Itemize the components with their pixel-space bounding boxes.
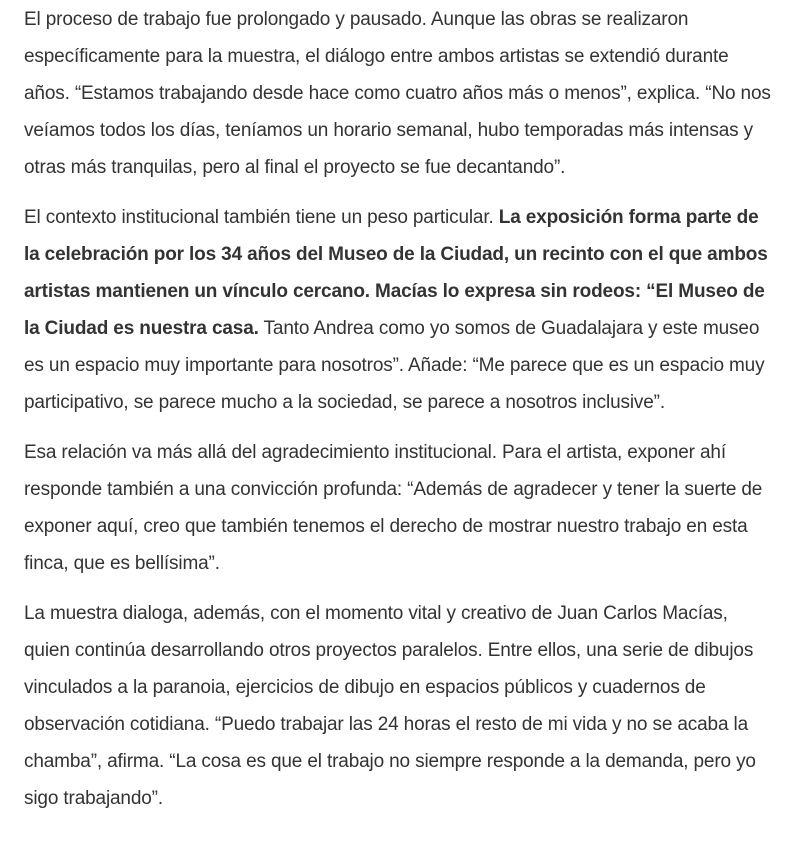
paragraph-text: El proceso de trabajo fue prolongado y pausado. Aunque las obras se realizaron específicamente para la muestra, el diálogo entre ambos artistas se extendió durante años. “Estamos trabajando desde hace como cuatro años más o menos”, explica. “No nos veíamos todos los días, teníamos un horario semanal, hubo temporadas más intensas y otras más tranquilas, pero al final el proyecto se fue decantando”. [24,9,771,178]
paragraph-text: Tanto Andrea como yo somos de Guadalajara y este museo es un espacio muy importante para nosotros”. Añade: “Me parece que es un espacio muy participativo, se parece mucho a la sociedad, se parece a nosotros inclusive”. [24,318,765,413]
paragraph-text-bold: La exposición forma parte de la celebración por los 34 años del Museo de la Ciudad, un recinto con el que ambos artistas mantienen un vínculo cercano. Macías lo expresa sin rodeos: “El Museo de la Ciudad es nuestra casa. [24,207,768,339]
paragraph-text: Esa relación va más allá del agradecimiento institucional. Para el artista, exponer ahí responde también a una convicción profunda: “Además de agradecer y tener la suerte de exponer aquí, creo que también tenemos el derecho de mostrar nuestro trabajo en esta finca, que es bellísima”. [24,442,763,574]
paragraph-text: La muestra dialoga, además, con el momento vital y creativo de Juan Carlos Macías, quien continúa desarrollando otros proyectos paralelos. Entre ellos, una serie de dibujos vinculados a la paranoia, ejercicios de dibujo en espacios públicos y cuadernos de observación cotidiana. “Puedo trabajar las 24 horas el resto de mi vida y no se acaba la chamba”, afirma. “La cosa es que el trabajo no siempre responde a la demanda, pero yo sigo trabajando”. [24,603,756,809]
paragraph-process [24,1,776,186]
paragraph-text: El contexto institucional también tiene un peso particular. [24,207,499,228]
paragraph-current-projects [24,595,776,817]
paragraph-institutional-context [24,199,776,421]
paragraph-relationship [24,434,776,582]
